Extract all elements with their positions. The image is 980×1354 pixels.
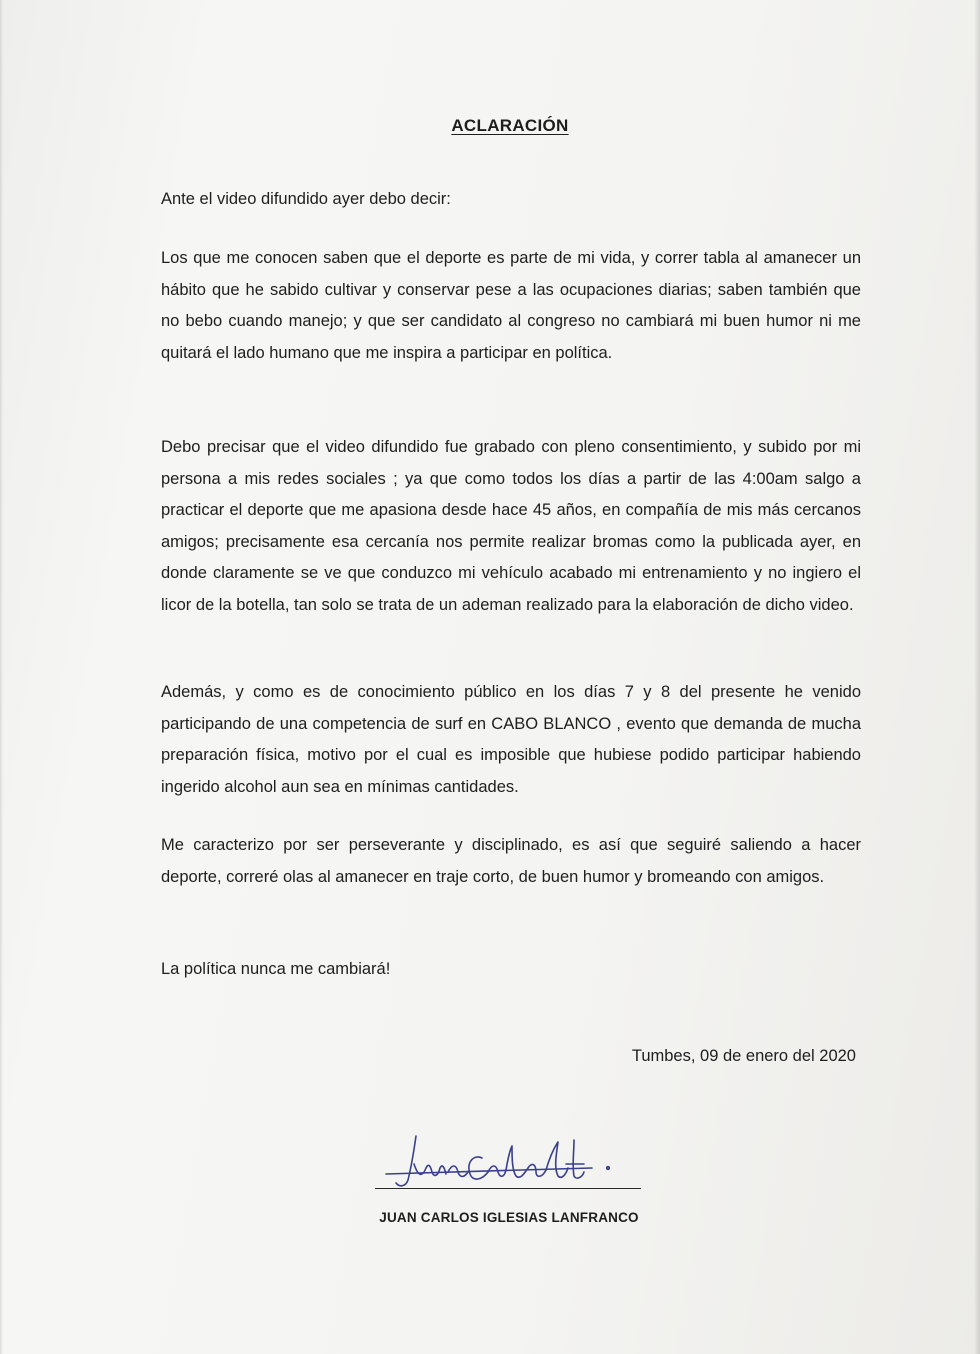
- page-left-edge-shadow: [0, 0, 3, 1354]
- signature-line: [375, 1188, 641, 1189]
- paragraph-video-explanation: Debo precisar que el video difundido fue grabado con pleno consentimiento, y subido por mi persona a mis redes sociales ; ya que como todos los días a partir de las 4:00am salgo a practicar el deporte que me apasiona desde hace 45 años, en compañía de mis más cercanos amigos; precisamente esa cercanía nos permite realizar bromas como la publicada ayer, en donde claramente se ve que conduzco mi vehículo acabado mi entrenamiento y no ingiero el licor de la botella, tan solo se trata de un ademan realizado para la elaboración de dicho video.: [161, 438, 861, 614]
- paragraph-surf-competition: Además, y como es de conocimiento público en los días 7 y 8 del presente he venido participando de una competencia de surf en CABO BLANCO , evento que demanda de mucha preparación física, motivo por el cual es imposible que hubiese podido participar habiendo ingerido alcohol aun sea en mínimas cantidades.: [161, 683, 861, 796]
- page-right-edge-shadow: [974, 0, 980, 1354]
- document-title: ACLARACIÓN: [451, 116, 569, 135]
- paragraph-closing: La política nunca me cambiará!: [161, 960, 391, 978]
- dateline: Tumbes, 09 de enero del 2020: [631, 1047, 856, 1065]
- handwritten-signature: [378, 1128, 638, 1194]
- signer-name: JUAN CARLOS IGLESIAS LANFRANCO: [379, 1210, 639, 1225]
- paragraph-intro: Ante el video difundido ayer debo decir:: [161, 190, 451, 208]
- paragraph-sport-habit: Los que me conocen saben que el deporte es parte de mi vida, y correr tabla al amanecer un hábito que he sabido cultivar y conservar pese a las ocupaciones diarias; saben también que no bebo cuando manejo; y que ser candidato al congreso no cambiará mi buen humor ni me quitará el lado humano que me inspira a participar en política.: [161, 249, 861, 362]
- paragraph-perseverance: Me caracterizo por ser perseverante y disciplinado, es así que seguiré saliendo a hacer deporte, correré olas al amanecer en traje corto, de buen humor y bromeando con amigos.: [161, 836, 861, 886]
